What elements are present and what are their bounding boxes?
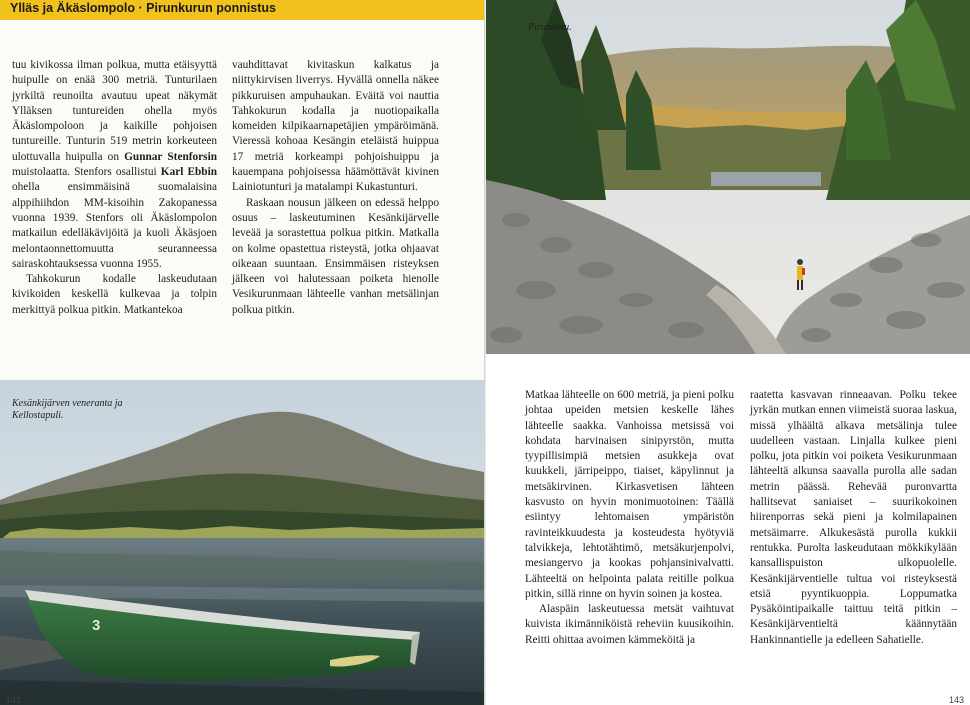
person-name: Gunnar Stenforsin	[124, 150, 217, 163]
photo-caption-gorge: Pirunkuru.	[528, 22, 572, 33]
paragraph: tuu kivikossa ilman polkua, mutta etäisyyttä huipulle on enää 300 metriä. Tunturilaen jyrkiltä reunoilta avautuu upeat näkymät Ylläksen tuntureiden ohella myös Äkäslompoloon ja kaikille pohjoisen tuntureille. Tunturin 519 metrin korkeuteen ulottuvalla huipulla on Gunnar Stenforsin muistolaatta. Stenfors osallistui Karl Ebbin ohella ensimmäisinä suomalaisina alppihiihdon MM-kisoihin Zakopanessa vuonna 1939. Stenfors oli Äkäslompolon matkailun edelläkävijöitä ja kuoli Äkäsjoen melontaonnettomuutta seuranneessa sairaskohtauksessa vuonna 1955.	[12, 59, 218, 270]
boat-number: 3	[92, 617, 101, 634]
chapter-header-title: Ylläs ja Äkäslompolo · Pirunkurun ponnistus	[10, 1, 277, 15]
paragraph: Tahkokurun kodalle laskeudutaan kivikoiden keskellä kulkevaa ja tolpin merkittyä polkua pitkin. Matkantekoa	[12, 273, 217, 316]
gorge-illustration	[486, 0, 970, 354]
text-column-left-2	[232, 58, 439, 318]
paragraph: Matkaa lähteelle on 600 metriä, ja pieni polku johtaa upeiden metsien keskelle lähes lähteelle saakka. Vanhoissa metsissä voi kohdata harvinaisen sinipyrstön, mutta tyypillisimpiä metsien asukkeja ovat kuukkeli, järripeippo, tiaiset, käpylinnut ja metsäkirvinen. Kirkasvetisen lähteen kasvusto on hyvin monimuotoinen: Täällä esiintyy lehtomaisen ympäristön ravinteikkuudesta ja kosteudesta hyötyviä talvikkeja, lehtotähtimö, metsäkurjenpolvi, mesiangervo ja kookas pohjansinivalvatti. Lähteeltä on helpointa palata reitille polkua pitkin, sillä rinne on hyvin soinen ja kostea.	[525, 389, 734, 600]
photo-caption-lake: Kesänkijärven veneranta ja Kellostapuli.	[12, 398, 123, 421]
lake-boat-photo	[0, 380, 484, 705]
paragraph: raatetta kasvavan rinneaavan. Polku tekee jyrkän mutkan ennen viimeistä suoraa laskua, missä ylhäältä alkava metsälinja tulee uudelleen vastaan. Linjalla kulkee pieni polku, jota pitkin voi poiketa Vesikurunmaan lähteeltä alkunsa saavalla purolla alle sadan metrin päässä. Rehevää puronvartta hallitsevat saniaiset – suurikokoinen hiirenporras sekä pieni ja kolmilapainen metsäimarre. Alkukesästä purolla kukkii rentukka. Purolta laskeudutaan mökkikylään kansallispuiston ulkopuolelle. Kesänkijärventielle tultua voi risteyksestä etsiä pyyntikuoppia. Loppumatka Pysäköintipaikalle taittuu teitä pitkin – Kesänkijärventieltä käännytään Hankinnantielle ja edelleen Sahatielle.	[750, 389, 957, 646]
paragraph: Alaspäin laskeutuessa metsät vaihtuvat kuivista ikimänniköistä reheviin kuusikoihin. Reitti ohittaa avoimen kämmeköitä ja	[525, 603, 734, 646]
left-page	[0, 0, 484, 705]
page-number-left: 142	[6, 695, 22, 705]
right-page	[486, 0, 970, 705]
gorge-photo	[486, 0, 970, 354]
chapter-header-band	[0, 0, 484, 20]
paragraph: Raskaan nousun jälkeen on edessä helppo osuus – laskeutuminen Kesänkijärvelle leveää ja sorastettua polkua pitkin. Matkalla on kolme opastettua risteystä, jotka ohjaavat oikeaan suuntaan. Ensimmäisen risteyksen jälkeen voi halutessaan poiketa hienolle Vesikurunmaan lähteelle vanhan metsälinjan polkua pitkin.	[232, 196, 439, 316]
person-name: Karl Ebbin	[160, 166, 218, 179]
paragraph: vauhdittavat kivitaskun kalkatus ja niittykirvisen liverrys. Hyvällä onnella näkee pikkuruisen ampuhaukan. Eväitä voi nauttia Tahkokurun kodalla ja nuotiopaikalla komeiden kilpikaarnapetäjien ympäröimänä. Vieressä kohoaa Kesängin eteläistä huippua 17 metriä korkeampi pohjoishuippu ja kauempana pohjoisessa häämöttävät kivinen Lainiotunturi ja matalampi Kukastunturi.	[232, 59, 439, 194]
page-number-right: 143	[948, 695, 964, 705]
text-column-right-2	[750, 388, 957, 648]
text-column-right-1	[525, 388, 734, 648]
lake-boat-illustration	[0, 380, 484, 705]
text-column-left-1	[12, 58, 217, 318]
